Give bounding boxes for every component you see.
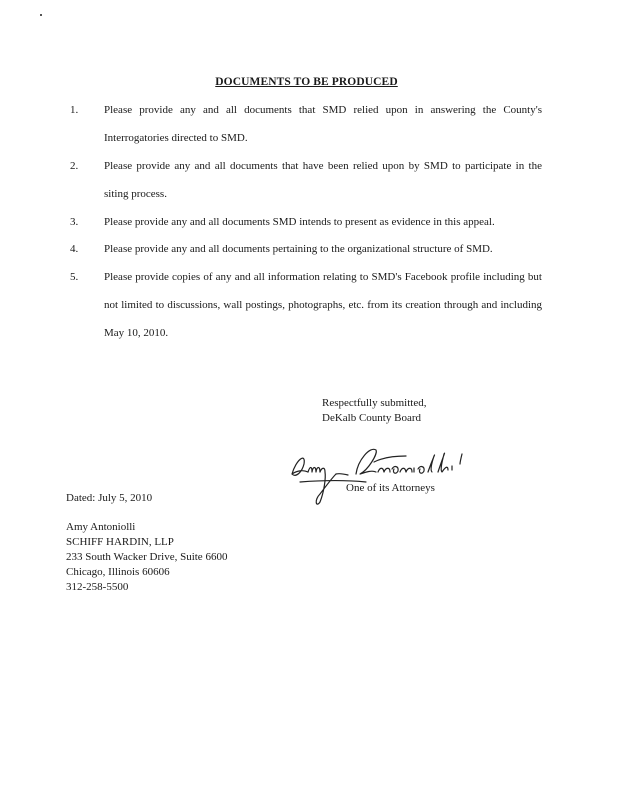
closing-line: Respectfully submitted, bbox=[322, 397, 427, 409]
signature-caption: One of its Attorneys bbox=[346, 482, 435, 494]
scan-speck bbox=[40, 14, 42, 16]
firm-name: SCHIFF HARDIN, LLP bbox=[66, 536, 174, 548]
dated-line: Dated: July 5, 2010 bbox=[66, 492, 153, 504]
item-number: 2. bbox=[70, 160, 79, 172]
handwritten-signature bbox=[286, 436, 486, 512]
item-number: 1. bbox=[70, 104, 79, 116]
closing-org: DeKalb County Board bbox=[322, 412, 421, 424]
city-state-zip: Chicago, Illinois 60606 bbox=[66, 566, 170, 578]
item-text: Please provide copies of any and all information relating to SMD's Facebook profile including but not limited to discussions, wall postings, photographs, etc. from its creation through and including May 10, 2010. bbox=[104, 271, 542, 339]
phone-number: 312-258-5500 bbox=[66, 581, 129, 593]
closing-block bbox=[322, 396, 426, 426]
street-address: 233 South Wacker Drive, Suite 6600 bbox=[66, 551, 228, 563]
item-number: 3. bbox=[70, 216, 79, 228]
item-text: Please provide any and all documents that SMD relied upon in answering the County's Interrogatories directed to SMD. bbox=[104, 104, 542, 144]
item-text: Please provide any and all documents pertaining to the organizational structure of SMD. bbox=[104, 243, 493, 255]
attorney-address bbox=[66, 520, 227, 595]
item-text: Please provide any and all documents SMD intends to present as evidence in this appeal. bbox=[104, 216, 495, 228]
item-number: 4. bbox=[70, 243, 79, 255]
attorney-name: Amy Antoniolli bbox=[66, 521, 136, 533]
item-number: 5. bbox=[70, 271, 79, 283]
document-heading: DOCUMENTS TO BE PRODUCED bbox=[215, 76, 398, 88]
item-text: Please provide any and all documents that have been relied upon by SMD to participate in the siting process. bbox=[104, 160, 542, 200]
